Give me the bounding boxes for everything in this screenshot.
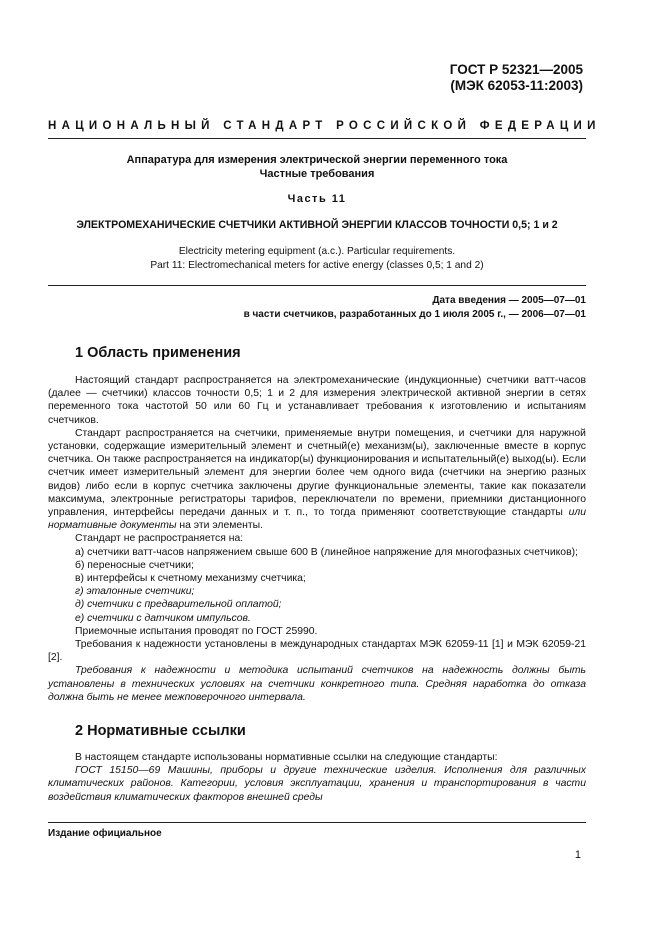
iec-number: (МЭК 62053-11:2003) [450,78,583,93]
section1-para2 [48,427,586,533]
english-title-line1: Electricity metering equipment (a.c.). Particular requirements. [178,246,456,257]
standard-number: ГОСТ Р 52321—2005 [449,62,583,77]
section1-para1: Настоящий стандарт распространяется на электромеханические (индукционные) счетчики ватт-часов (далее — счетчики) классов точности 0,5; 1 и 2 для измерения электрической активной энергии в сетях переменного тока частотой 50 или 60 Гц и устанавливает требования к изготовлению и испытаниям счетчиков. [48,375,586,426]
main-title: ЭЛЕКТРОМЕХАНИЧЕСКИЕ СЧЕТЧИКИ АКТИВНОЙ ЭНЕРГИИ КЛАССОВ ТОЧНОСТИ 0,5; 1 и 2 [76,219,558,231]
footer-rule [48,822,586,823]
list-item: г) эталонные счетчики; [75,586,195,598]
title-rule [48,285,586,286]
section2-heading: 2 Нормативные ссылки [75,723,246,739]
effective-dates [244,294,586,322]
meters-date: в части счетчиков, разработанных до 1 июля 2005 г., — 2006—07—01 [243,309,586,320]
page-number: 1 [574,849,581,861]
list-item: а) счетчики ватт-часов напряжением свыше 600 В (линейное напряжение для многофазных счетчиков); [75,546,578,558]
section1-heading: 1 Область применения [75,345,241,361]
english-title-line2: Part 11: Electromechanical meters for active energy (classes 0,5; 1 and 2) [150,259,484,271]
official-edition-label: Издание официальное [48,828,162,839]
section1-para3: Стандарт не распространяется на: [75,533,244,545]
section1-para6: Требования к надежности и методика испытаний счетчиков на надежность должны быть установлены в технических условиях на счетчики конкретного типа. Средняя наработка до отказа должна быть не менее межповерочного интервала. [48,665,586,703]
section1-para2-text: Стандарт распространяется на счетчики, применяемые внутри помещения, и счетчики для наружной установки, содержащие измерительный элемент и счетный(е) механизм(ы), заключенные вместе в корпус счетчика. Он также распространяется на индикатор(ы) функционирования и испытательный(е) выход(ы). Если счетчик имеет измерительный элемент для энергии более чем одного вида (счетчики на энергию разных видов) либо если в корпус счетчика заключены другие функциональные элементы, такие как показатели максимума, электронные регистраторы тарифов, переключатели по времени, приемники дистанционного управления, интерфейсы передачи данных и т. п., то тогда применяют соответствующие стандарты [48,427,586,519]
section1-para2-end: на эти элементы. [176,520,264,532]
title-line1: Аппаратура для измерения электрической энергии переменного тока [126,154,508,166]
list-item: е) счетчики с датчиком импульсов. [75,612,251,624]
section1-para5: Требования к надежности установлены в международных стандартах МЭК 62059-11 [1] и МЭК 62059-21 [2]. [48,639,586,664]
section1-body [48,374,586,704]
section2-para1: В настоящем стандарте использованы нормативные ссылки на следующие стандарты: [75,752,498,763]
list-item: д) счетчики с предварительной оплатой; [75,599,282,611]
list-item: б) переносные счетчики; [75,559,194,571]
list-item: в) интерфейсы к счетному механизму счетчика; [75,573,306,585]
english-title [48,245,586,272]
section2-body [48,751,586,804]
title-block [48,153,586,181]
title-line2: Частные требования [259,168,375,180]
national-standard-banner: НАЦИОНАЛЬНЫЙ СТАНДАРТ РОССИЙСКОЙ ФЕДЕРАЦИИ [48,120,601,132]
section2-para2: ГОСТ 15150—69 Машины, приборы и другие технические изделия. Исполнения для различных климатических районов. Категории, условия эксплуатации, хранения и транспортирования в части воздействия климатических факторов внешней среды [48,765,586,803]
intro-date: Дата введения — 2005—07—01 [432,295,586,306]
section1-para4: Приемочные испытания проводят по ГОСТ 25990. [75,625,318,637]
standard-number-block [450,62,583,94]
part-label: Часть 11 [287,193,347,205]
banner-rule [48,138,586,139]
section1-para2-italic: или нормативные документы [48,507,586,532]
